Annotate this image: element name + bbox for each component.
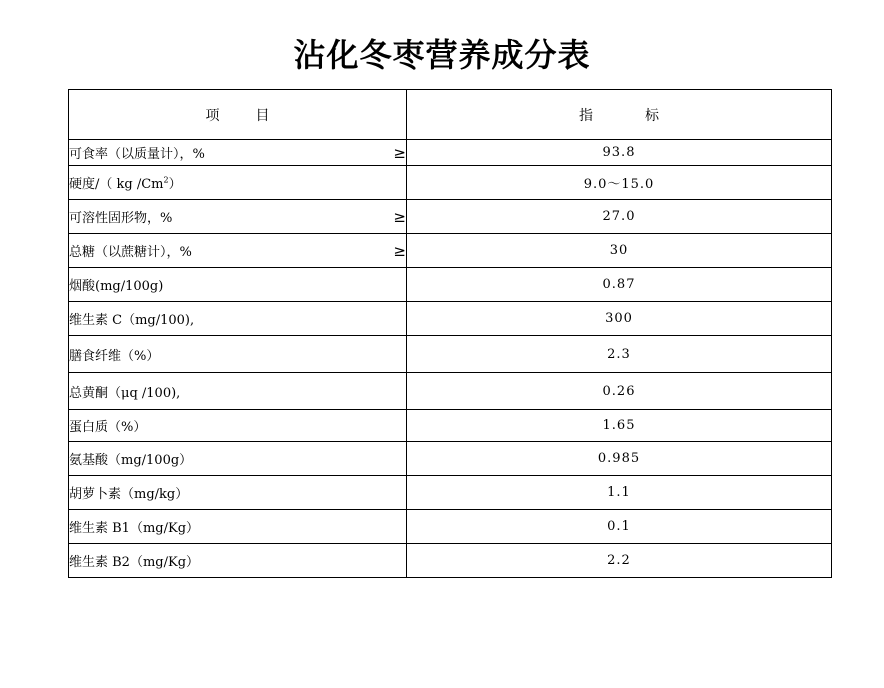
superscript: 2 — [163, 175, 169, 185]
item-label: 维生素 B1（mg/Kg） — [69, 521, 200, 536]
value-cell: 0.985 — [407, 442, 832, 476]
item-cell — [69, 302, 407, 336]
table-row — [69, 373, 832, 410]
header-item-char: 项 — [205, 107, 220, 124]
item-label-suffix: ） — [168, 177, 182, 192]
value-cell: 0.1 — [407, 510, 832, 544]
value-cell: 300 — [407, 302, 832, 336]
value-cell: 30 — [407, 234, 832, 268]
page-title: 沾化冬枣营养成分表 — [293, 36, 591, 74]
table-row — [69, 336, 832, 373]
comparison-symbol: ≥ — [393, 143, 406, 162]
table-row — [69, 476, 832, 510]
item-cell — [69, 510, 407, 544]
table-row — [69, 234, 832, 268]
item-cell — [69, 268, 407, 302]
value-cell: 9.0～15.0 — [407, 166, 832, 200]
item-label: 蛋白质（%） — [69, 420, 147, 435]
item-label: 可溶性固形物，% — [69, 211, 173, 226]
header-item-char: 目 — [255, 107, 270, 124]
item-label: 氨基酸（mg/100g） — [69, 453, 193, 468]
table-row — [69, 268, 832, 302]
comparison-symbol: ≥ — [393, 241, 406, 260]
item-label: 胡萝卜素（mg/kg） — [69, 487, 189, 502]
value-cell: 93.8 — [407, 140, 832, 166]
item-cell — [69, 373, 407, 410]
comparison-symbol: ≥ — [393, 207, 406, 226]
table-row — [69, 166, 832, 200]
value-cell: 0.87 — [407, 268, 832, 302]
header-value-char: 指 — [579, 107, 593, 124]
table-row — [69, 302, 832, 336]
table-row — [69, 410, 832, 442]
value-cell: 1.65 — [407, 410, 832, 442]
table-header-row — [69, 90, 832, 140]
item-label: 烟酸(mg/100g) — [69, 279, 164, 294]
table-row — [69, 200, 832, 234]
item-label-prefix: 硬度/（ kg /Cm — [69, 177, 164, 192]
value-cell: 27.0 — [407, 200, 832, 234]
item-cell — [69, 410, 407, 442]
item-label: 膳食纤维（%） — [69, 348, 160, 364]
table-row — [69, 544, 832, 578]
table-row — [69, 140, 832, 166]
item-cell — [69, 140, 407, 166]
item-cell — [69, 544, 407, 578]
item-cell — [69, 234, 407, 268]
item-cell — [69, 476, 407, 510]
column-header-value — [407, 90, 832, 140]
value-cell: 2.3 — [407, 336, 832, 373]
table-row — [69, 442, 832, 476]
item-cell — [69, 442, 407, 476]
item-cell — [69, 200, 407, 234]
value-cell: 2.2 — [407, 544, 832, 578]
table-row — [69, 510, 832, 544]
item-label: 总糖（以蔗糖计），% — [69, 245, 192, 260]
nutrition-table — [68, 89, 832, 578]
item-cell — [69, 166, 407, 200]
header-value-char: 标 — [645, 107, 659, 124]
value-cell: 0.26 — [407, 373, 832, 410]
item-cell — [69, 336, 407, 373]
column-header-item — [69, 90, 407, 140]
value-cell: 1.1 — [407, 476, 832, 510]
item-label: 维生素 C（mg/100), — [69, 313, 195, 328]
item-label: 维生素 B2（mg/Kg） — [69, 555, 200, 570]
item-label: 总黄酮（μq /100), — [69, 385, 181, 401]
item-label — [69, 173, 182, 192]
item-label: 可食率（以质量计），% — [69, 147, 205, 162]
